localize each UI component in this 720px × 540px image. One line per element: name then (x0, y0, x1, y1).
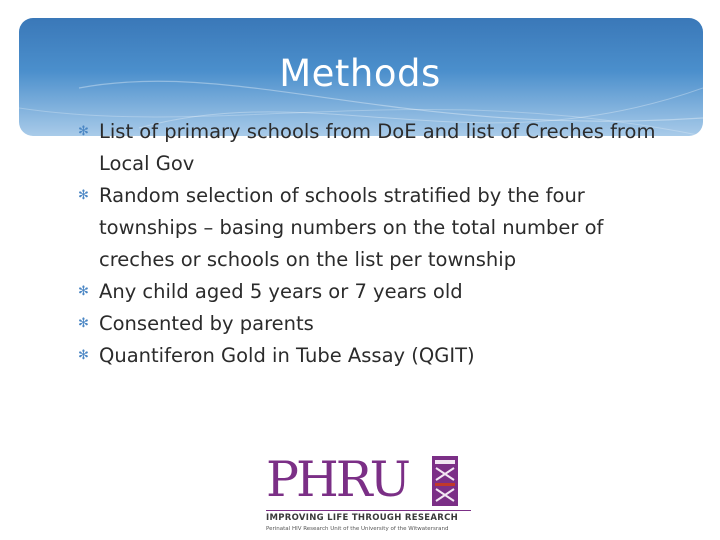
asterisk-bullet-icon: ✻ (78, 348, 89, 363)
bullet-list (78, 116, 678, 372)
bullet-item (78, 180, 678, 276)
phru-logo (262, 450, 472, 535)
logo-pattern-icon (432, 456, 458, 506)
bullet-item (78, 276, 678, 308)
slide-title: Methods (279, 52, 441, 95)
logo-tagline: IMPROVING LIFE THROUGH RESEARCH (266, 510, 471, 523)
bullet-text: Random selection of schools stratified by the four townships – basing numbers on the total number of creches or schools on the list per township (99, 184, 604, 271)
bullet-item (78, 308, 678, 340)
asterisk-bullet-icon: ✻ (78, 284, 89, 299)
bullet-item (78, 116, 678, 180)
bullet-text: Quantiferon Gold in Tube Assay (QGIT) (99, 344, 475, 367)
logo-subtitle: Perinatal HIV Research Unit of the University of the Witwatersrand (266, 526, 449, 532)
bullet-text: List of primary schools from DoE and list of Creches from Local Gov (99, 120, 656, 175)
bullet-text: Any child aged 5 years or 7 years old (99, 280, 463, 303)
bullet-text: Consented by parents (99, 312, 314, 335)
logo-wordmark: PHRU (266, 451, 408, 508)
asterisk-bullet-icon: ✻ (78, 124, 89, 139)
asterisk-bullet-icon: ✻ (78, 188, 89, 203)
asterisk-bullet-icon: ✻ (78, 316, 89, 331)
bullet-item (78, 340, 678, 372)
